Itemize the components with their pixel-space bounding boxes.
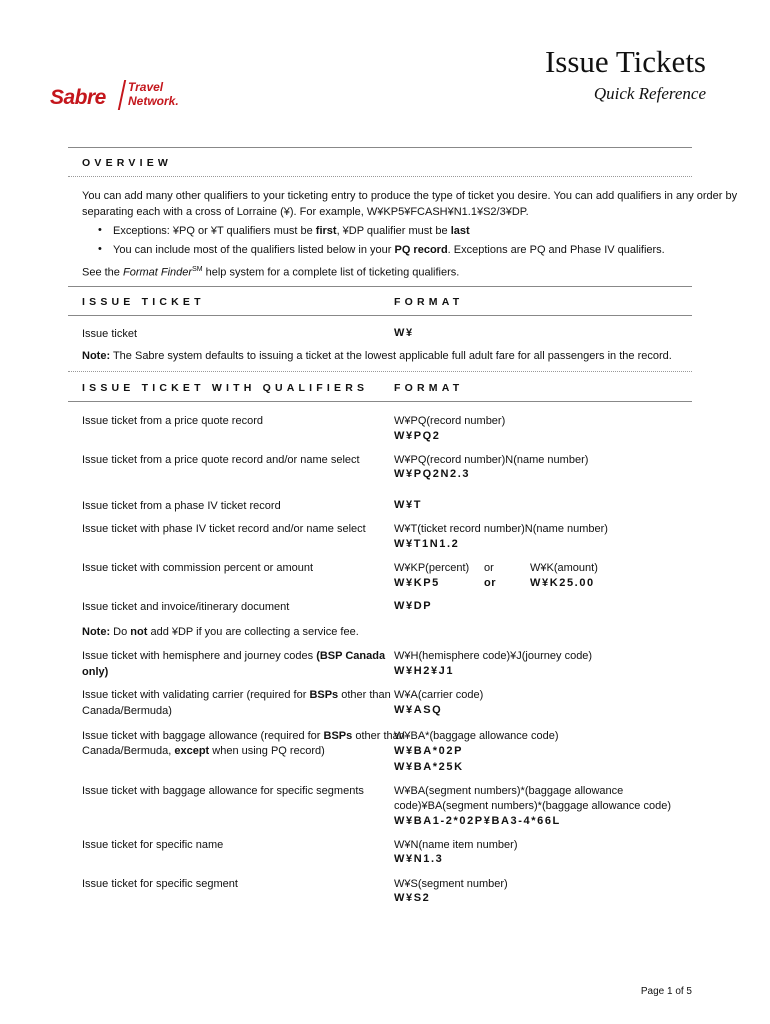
row-format-line2: code)¥BA(segment numbers)*(baggage allowance code) bbox=[394, 800, 671, 812]
row-format: W¥T(ticket record number)N(name number) bbox=[394, 523, 608, 535]
row-format: W¥PQ(record number) bbox=[394, 415, 506, 427]
qualifiers-heading: ISSUE TICKET WITH QUALIFIERS bbox=[82, 382, 369, 394]
row-label: Issue ticket for specific segment bbox=[82, 878, 238, 890]
overview-para-line1: You can add many other qualifiers to your ticketing entry to produce the type of ticket you desire. You can add qualifiers in any order by bbox=[82, 190, 738, 202]
row-code: W¥ bbox=[394, 327, 414, 339]
section-rule bbox=[68, 286, 692, 287]
row-label: Issue ticket with phase IV ticket record and/or name select bbox=[82, 523, 366, 535]
row-code: W¥PQ2 bbox=[394, 430, 441, 442]
bullet-exceptions: Exceptions: ¥PQ or ¥T qualifiers must be first, ¥DP qualifier must be last bbox=[113, 225, 470, 237]
row-format: W¥N(name item number) bbox=[394, 839, 518, 851]
row-code: W¥T bbox=[394, 499, 423, 511]
logo-divider bbox=[118, 80, 126, 110]
row-label: Issue ticket with baggage allowance for specific segments bbox=[82, 785, 364, 797]
bullet-dot: • bbox=[98, 243, 102, 255]
row-label-line2: Canada/Bermuda) bbox=[82, 705, 172, 717]
row-label: Issue ticket with validating carrier (required for BSPs other than bbox=[82, 689, 391, 701]
overview-heading: OVERVIEW bbox=[82, 157, 173, 169]
logo-line1: Travel bbox=[128, 80, 164, 94]
row-code: W¥K25.00 bbox=[530, 577, 595, 589]
note: Note: Do not add ¥DP if you are collecting a service fee. bbox=[82, 626, 359, 638]
row-format: W¥BA*(baggage allowance code) bbox=[394, 730, 559, 742]
see-format-finder: See the Format Finder℠ help system for a complete list of ticketing qualifiers. bbox=[82, 266, 460, 279]
row-code: W¥PQ2N2.3 bbox=[394, 468, 471, 480]
row-code: W¥N1.3 bbox=[394, 853, 444, 865]
row-label: Issue ticket with commission percent or amount bbox=[82, 562, 314, 574]
page-subtitle: Quick Reference bbox=[593, 84, 706, 103]
row-format: W¥BA(segment numbers)*(baggage allowance bbox=[394, 785, 624, 797]
logo-line2: Network. bbox=[128, 94, 179, 108]
row-code: W¥T1N1.2 bbox=[394, 538, 460, 550]
row-code: W¥DP bbox=[394, 600, 433, 612]
row-code: W¥BA*02P bbox=[394, 745, 464, 757]
format-heading: FORMAT bbox=[394, 382, 464, 394]
page-title: Issue Tickets bbox=[544, 44, 706, 79]
row-format: W¥H(hemisphere code)¥J(journey code) bbox=[394, 650, 593, 662]
row-or: or bbox=[484, 562, 494, 574]
format-heading: FORMAT bbox=[394, 296, 464, 308]
bullet-dot: • bbox=[98, 224, 102, 236]
row-label: Issue ticket with hemisphere and journey codes (BSP Canada bbox=[82, 650, 386, 662]
section-rule bbox=[68, 315, 692, 316]
section-rule bbox=[68, 176, 692, 177]
row-code: W¥BA*25K bbox=[394, 761, 464, 773]
row-code: W¥BA1-2*02P¥BA3-4*66L bbox=[394, 815, 561, 827]
row-label: Issue ticket from a phase IV ticket record bbox=[82, 500, 281, 512]
row-or: or bbox=[484, 577, 496, 589]
logo-brand: Sabre bbox=[50, 86, 106, 109]
section-rule bbox=[68, 401, 692, 402]
row-label: Issue ticket for specific name bbox=[82, 839, 224, 851]
row-label-line2: Canada/Bermuda, except when using PQ record) bbox=[82, 745, 325, 757]
row-label: Issue ticket bbox=[82, 328, 138, 340]
row-label: Issue ticket with baggage allowance (required for BSPs other than bbox=[82, 730, 405, 742]
row-label: Issue ticket from a price quote record bbox=[82, 415, 263, 427]
page-number: Page 1 of 5 bbox=[640, 986, 692, 997]
row-format: W¥K(amount) bbox=[530, 562, 598, 574]
row-label: Issue ticket from a price quote record and/or name select bbox=[82, 454, 360, 466]
row-format: W¥PQ(record number)N(name number) bbox=[394, 454, 589, 466]
section-rule bbox=[68, 371, 692, 372]
section-rule bbox=[68, 147, 692, 148]
row-code: W¥KP5 bbox=[394, 577, 440, 589]
row-label-line2: only) bbox=[82, 666, 109, 678]
row-format: W¥S(segment number) bbox=[394, 878, 508, 890]
row-format: W¥A(carrier code) bbox=[394, 689, 484, 701]
bullet-pq-record: You can include most of the qualifiers listed below in your PQ record. Exceptions are PQ and Phase IV qualifiers. bbox=[113, 244, 665, 256]
row-label: Issue ticket and invoice/itinerary document bbox=[82, 601, 290, 613]
row-code: W¥ASQ bbox=[394, 704, 443, 716]
overview-para-line2: separating each with a cross of Lorraine (¥). For example, W¥KP5¥FCASH¥N1.1¥S2/3¥DP. bbox=[82, 206, 529, 218]
logo-tagline bbox=[128, 80, 179, 108]
row-format: W¥KP(percent) bbox=[394, 562, 470, 574]
row-code: W¥S2 bbox=[394, 892, 431, 904]
issue-ticket-heading: ISSUE TICKET bbox=[82, 296, 205, 308]
row-code: W¥H2¥J1 bbox=[394, 665, 455, 677]
note: Note: The Sabre system defaults to issuing a ticket at the lowest applicable full adult fare for all passengers in the record. bbox=[82, 350, 672, 362]
